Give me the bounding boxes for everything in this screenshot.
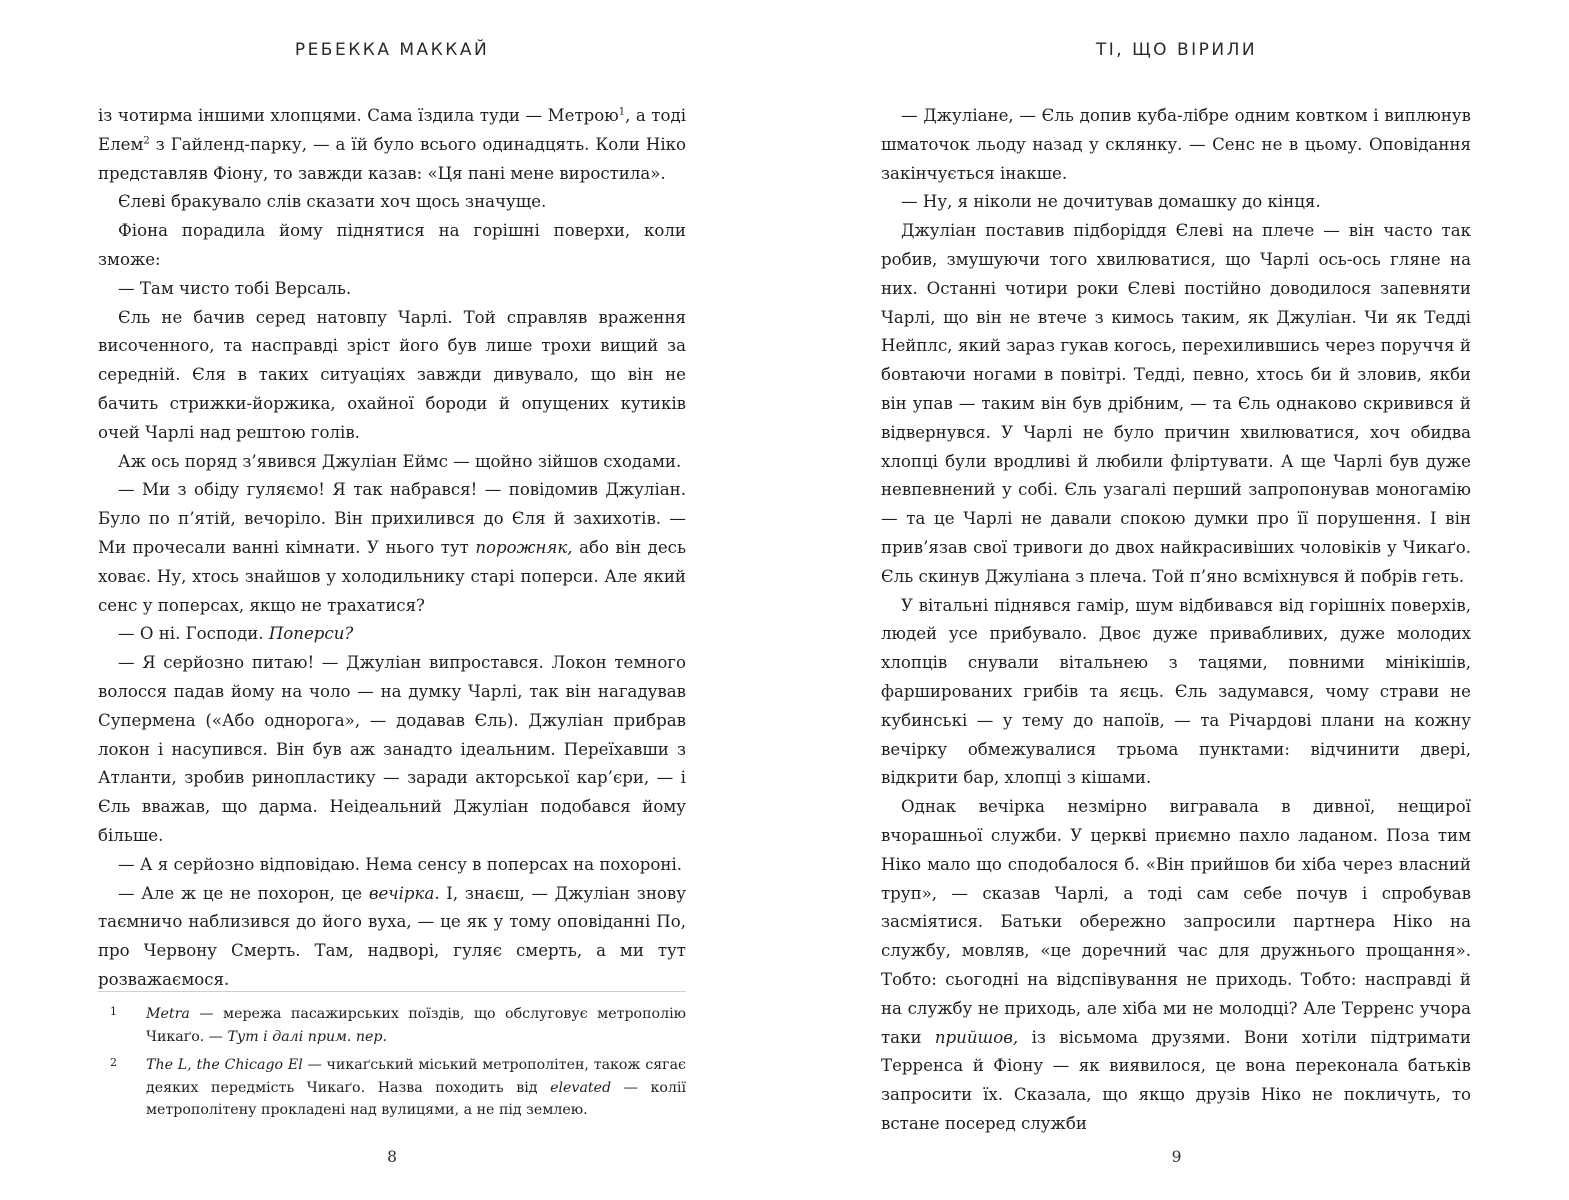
left-running-head: РЕБЕККА МАККАЙ xyxy=(294,40,490,60)
paragraph: — Але ж це не похорон, це вечірка. І, знаєш, — Джуліан знову таємничо наблизився до його вуха, — це як у тому оповіданні По, про Червону Смерть. Там, надворі, гуляє смерть, а ми тут розважаємося. xyxy=(98,883,687,989)
paragraph: Фіона порадила йому піднятися на горішні поверхи, коли зможе: xyxy=(98,221,686,269)
paragraph: — Ну, я ніколи не дочитував домашку до кінця. xyxy=(901,192,1321,212)
paragraph: із чотирма іншими хлопцями. Сама їздила туди — Метрою$^1$, а тоді Елем$^2$ з Гайленд-парку, — а їй було всього одинадцять. Коли Ніко представляв Фіону, то завжди казав: «Ця пані мене виростила». xyxy=(98,106,686,183)
paragraph: — Там чисто тобі Версаль. xyxy=(118,278,352,298)
footnote-divider xyxy=(98,991,686,992)
footnote-number: 2 xyxy=(110,1056,117,1069)
footnotes xyxy=(98,1003,686,1128)
footnote-number: 1 xyxy=(110,1005,117,1018)
right-page xyxy=(784,0,1569,1200)
paragraph: — А я серйозно відповідаю. Нема сенсу в поперсах на похороні. xyxy=(118,854,683,874)
footnote: 2 The L, the Chicago El — чикаґський міський метрополітен, також сягає деяких передмість Чикаґо. Назва походить від elevated — колії метрополітену прокладені над вулицями, а не під землею. xyxy=(98,1054,686,1122)
paragraph: — Ми з обіду гуляємо! Я так набрався! — повідомив Джуліан. Було по п’ятій, вечоріло. Він прихилився до Єля й захихотів. — Ми прочесали ванні кімнати. У нього тут порожняк, або він десь ховає. Ну, хтось знайшов у холодильнику старі поперси. Але який сенс у поперсах, якщо не трахатися? xyxy=(98,480,686,615)
paragraph: Джуліан поставив підборіддя Єлеві на плече — він часто так робив, змушуючи того хвилюватися, що Чарлі ось-ось гляне на них. Останні чотири роки Єлеві постійно доводилося запевняти Чарлі, що він не втече з кимось таким, як Джуліан. Чи як Тедді Нейплс, який зараз гукав когось, перехилившись через поруччя й бовтаючи ногами в повітрі. Тедді, певно, хтось би й зловив, якби він упав — таким він був дрібним, — та Єль однаково скривився й відвернувся. У Чарлі не було причин хвилюватися, хоч обидва хлопці були вродливі й любили фліртувати. А ще Чарлі був дуже невпевнений у собі. Єль узагалі перший запропонував моногамію — та це Чарлі не давали спокою думки про її порушення. І він прив’язав свої тривоги до двох найкрасивіших чоловіків у Чикаґо. Єль скинув Джуліана з плеча. Той п’яно всміхнувся й побрів геть. xyxy=(881,221,1471,586)
footnote: 1 Metra — мережа пасажирських поїздів, що обслуговує метрополію Чикаґо. — Тут і далі прим. пер. xyxy=(98,1003,686,1048)
paragraph: — О ні. Господи. Поперси? xyxy=(118,624,354,644)
paragraph: Однак вечірка незмірно вигравала в дивної, нещирої вчорашньої служби. У церкві приємно пахло ладаном. Поза тим Ніко мало що сподобалося б. «Він прийшов би хіба через власний труп», — сказав Чарлі, а тоді сам себе почув і спробував засміятися. Батьки обережно запросили партнера Ніко на службу, мовляв, «це доречний час для дружнього прощання». Тобто: сьогодні на відспівування не приходь. Тобто: насправді й на службу не приходь, але хіба ми не молодці? Але Терренс учора таки прийшов, із вісьмома друзями. Вони хотіли підтримати Терренса й Фіону — як виявилося, це вона переконала батьків запросити їх. Сказала, що якщо друзів Ніко не покличуть, то встане посеред служби xyxy=(881,797,1471,1133)
left-page xyxy=(0,0,784,1200)
page-number: 8 xyxy=(387,1148,397,1166)
paragraph: Аж ось поряд з’явився Джуліан Еймс — щойно зійшов сходами. xyxy=(118,451,682,471)
paragraph: Єлеві бракувало слів сказати хоч щось значуще. xyxy=(118,192,547,212)
paragraph: Єль не бачив серед натовпу Чарлі. Той справляв враження височенного, та насправді зріст його був лише трохи вищий за середній. Єля в таких ситуаціях завжди дивувало, що він не бачить стрижки-йоржика, охайної бороди й опущених кутиків очей Чарлі над рештою голів. xyxy=(98,307,686,442)
left-body-text xyxy=(98,102,686,995)
right-running-head: ТІ, ЩО ВІРИЛИ xyxy=(1095,40,1258,60)
paragraph: — Я серйозно питаю! — Джуліан випростався. Локон темного волосся падав йому на чоло — на думку Чарлі, так він нагадував Супермена («Або однорога», — додавав Єль). Джуліан прибрав локон і насупився. Він був аж занадто ідеальним. Переїхавши з Атланти, зробив ринопластику — заради акторської кар’єри, — і Єль вважав, що дарма. Неідеальний Джуліан подобався йому більше. xyxy=(98,653,686,845)
page-number: 9 xyxy=(1171,1148,1182,1166)
paragraph: У вітальні піднявся гамір, шум відбивався від горішніх поверхів, людей усе прибувало. Двоє дуже привабливих, дуже молодих хлопців снували вітальнею з тацями, повними мінікішів, фаршированих грибів та яєць. Єль задумався, чому страви не кубинські — у тему до напоїв, — та Річардові плани на кожну вечірку обмежувалися трьома пунктами: відчинити двері, відкрити бар, хлопці з кішами. xyxy=(881,595,1471,788)
right-body-text xyxy=(881,102,1471,1139)
footnote-ref: 2 xyxy=(143,135,150,147)
paragraph: — Джуліане, — Єль допив куба-лібре одним ковтком і виплюнув шматочок льоду назад у склянку. — Сенс не в цьому. Оповідання закінчується інакше. xyxy=(881,106,1471,183)
footnote-ref: 1 xyxy=(618,106,626,118)
